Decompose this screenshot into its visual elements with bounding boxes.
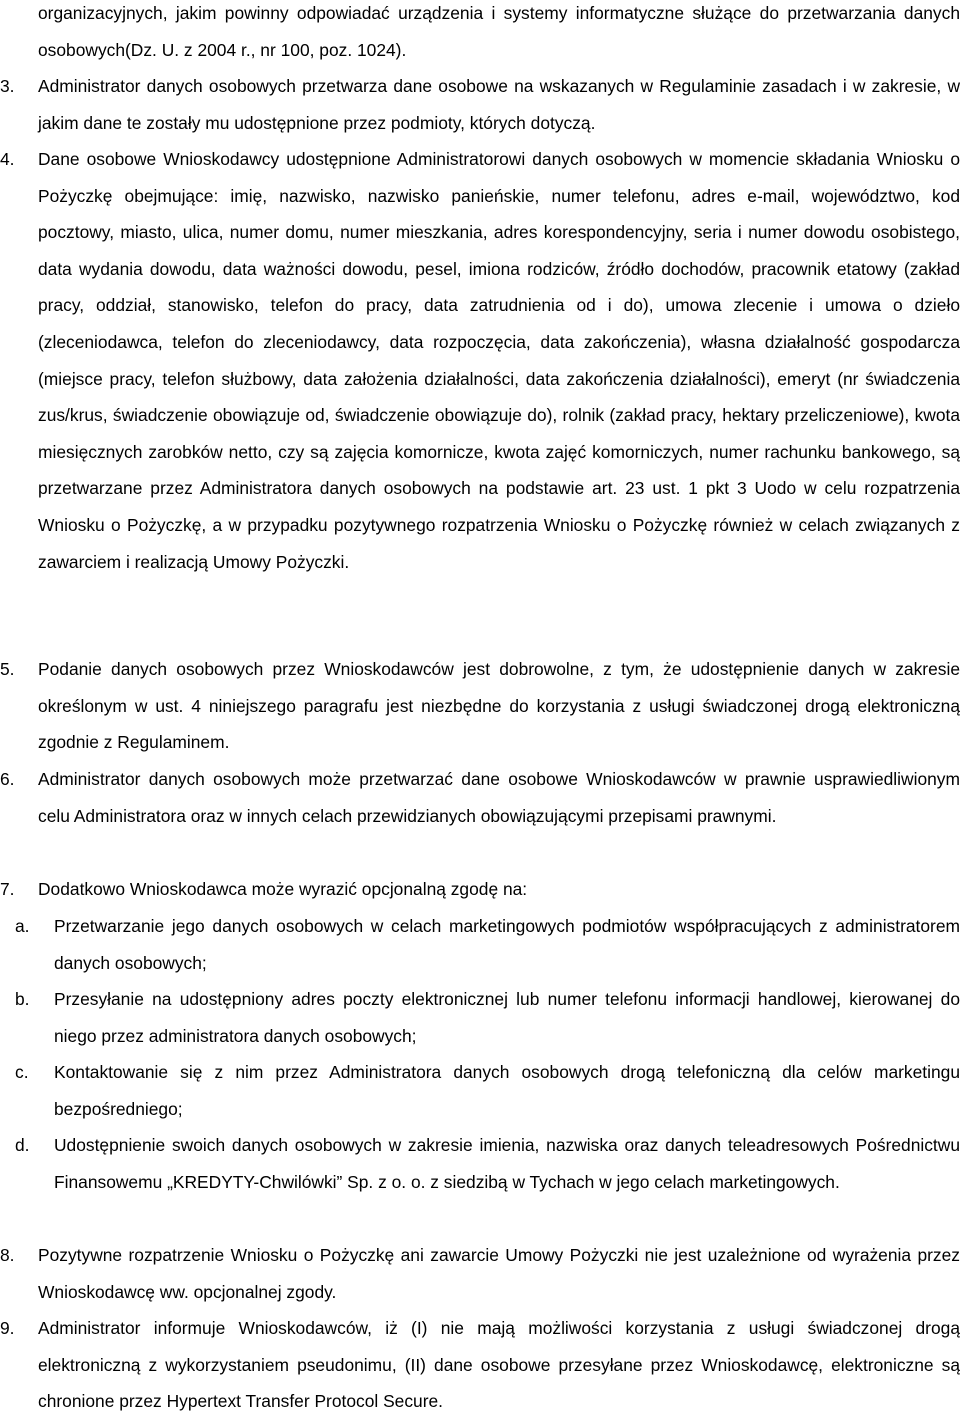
subitem-b-letter: b. xyxy=(15,989,30,1009)
item-9-text: Administrator informuje Wnioskodawców, iż (I) nie mają możliwości korzystania z usługi świadczonej drogą elektroniczną z wykorzystaniem pseudonimu, (II) dane osobowe przesyłane przez Wnioskodawcę, elektroniczne są chronione przez Hypertext Transfer Protocol Secure. xyxy=(38,1318,960,1412)
item-8-text: Pozytywne rozpatrzenie Wniosku o Pożyczkę ani zawarcie Umowy Pożyczki nie jest uzależnione od wyrażenia przez Wnioskodawcę ww. opcjonalnej zgody. xyxy=(38,1245,960,1302)
item-4-number: 4. xyxy=(0,149,15,169)
item-7-text: Dodatkowo Wnioskodawca może wyrazić opcjonalną zgodę na: xyxy=(38,879,528,899)
item-9-number: 9. xyxy=(0,1318,15,1338)
subitem-b-text: Przesyłanie na udostępniony adres poczty elektronicznej lub numer telefonu informacji handlowej, kierowanej do niego przez administratora danych osobowych; xyxy=(54,989,960,1046)
subitem-a-letter: a. xyxy=(15,916,30,936)
item-3-text: Administrator danych osobowych przetwarza dane osobowe na wskazanych w Regulaminie zasadach i w zakresie, w jakim dane te zostały mu udostępnione przez podmioty, których dotyczą. xyxy=(38,76,960,133)
item-6-number: 6. xyxy=(0,769,15,789)
item-8-number: 8. xyxy=(0,1245,15,1265)
subitem-c-letter: c. xyxy=(15,1062,29,1082)
item-4-text: Dane osobowe Wnioskodawcy udostępnione Administratorowi danych osobowych w momencie składania Wniosku o Pożyczkę obejmujące: imię, nazwisko, nazwisko panieńskie, numer telefonu, adres e-mail, województwo, kod pocztowy, miasto, ulica, numer domu, numer mieszkania, adres korespondencyjny, seria i numer dowodu osobistego, data wydania dowodu, data ważności dowodu, pesel, imiona rodziców, źródło dochodów, pracownik etatowy (zakład pracy, oddział, stanowisko, telefon do pracy, data zatrudnienia od i do), umowa zlecenie i umowa o dzieło (zleceniodawca, telefon do zleceniodawcy, data rozpoczęcia, data zakończenia), własna działalność gospodarcza (miejsce pracy, telefon służbowy, data założenia działalności, data zakończenia działalności), emeryt (nr świadczenia zus/krus, świadczenie obowiązuje od, świadczenie obowiązuje do), rolnik (zakład pracy, hektary przeliczeniowe), kwota miesięcznych zarobków netto, czy są zajęcia komornicze, kwota zajęć komorniczych, numer rachunku bankowego, są przetwarzane przez Administratora danych osobowych na podstawie art. 23 ust. 1 pkt 3 Uodo w celu rozpatrzenia Wniosku o Pożyczkę, a w przypadku pozytywnego rozpatrzenia Wniosku o Pożyczkę również w celach związanych z zawarciem i realizacją Umowy Pożyczki. xyxy=(38,149,960,572)
subitem-d-text: Udostępnienie swoich danych osobowych w zakresie imienia, nazwiska oraz danych teleadresowych Pośrednictwu Finansowemu „KREDYTY-Chwilówki” Sp. z o. o. z siedzibą w Tychach w jego celach marketingowych. xyxy=(54,1135,960,1192)
item-5-number: 5. xyxy=(0,659,15,679)
subitem-d-letter: d. xyxy=(15,1135,30,1155)
item-3-number: 3. xyxy=(0,76,15,96)
item-6-text: Administrator danych osobowych może przetwarzać dane osobowe Wnioskodawców w prawnie usprawiedliwionym celu Administratora oraz w innych celach przewidzianych obowiązującymi przepisami prawnymi. xyxy=(38,769,960,826)
item-7-number: 7. xyxy=(0,879,15,899)
subitem-a-text: Przetwarzanie jego danych osobowych w celach marketingowych podmiotów współpracujących z administratorem danych osobowych; xyxy=(54,916,960,973)
continuation-paragraph: organizacyjnych, jakim powinny odpowiadać urządzenia i systemy informatyczne służące do przetwarzania danych osobowych(Dz. U. z 2004 r., nr 100, poz. 1024). xyxy=(38,3,960,60)
subitem-c-text: Kontaktowanie się z nim przez Administratora danych osobowych drogą telefoniczną dla celów marketingu bezpośredniego; xyxy=(54,1062,960,1119)
item-5-text: Podanie danych osobowych przez Wnioskodawców jest dobrowolne, z tym, że udostępnienie danych w zakresie określonym w ust. 4 niniejszego paragrafu jest niezbędne do korzystania z usługi świadczonej drogą elektroniczną zgodnie z Regulaminem. xyxy=(38,659,960,753)
